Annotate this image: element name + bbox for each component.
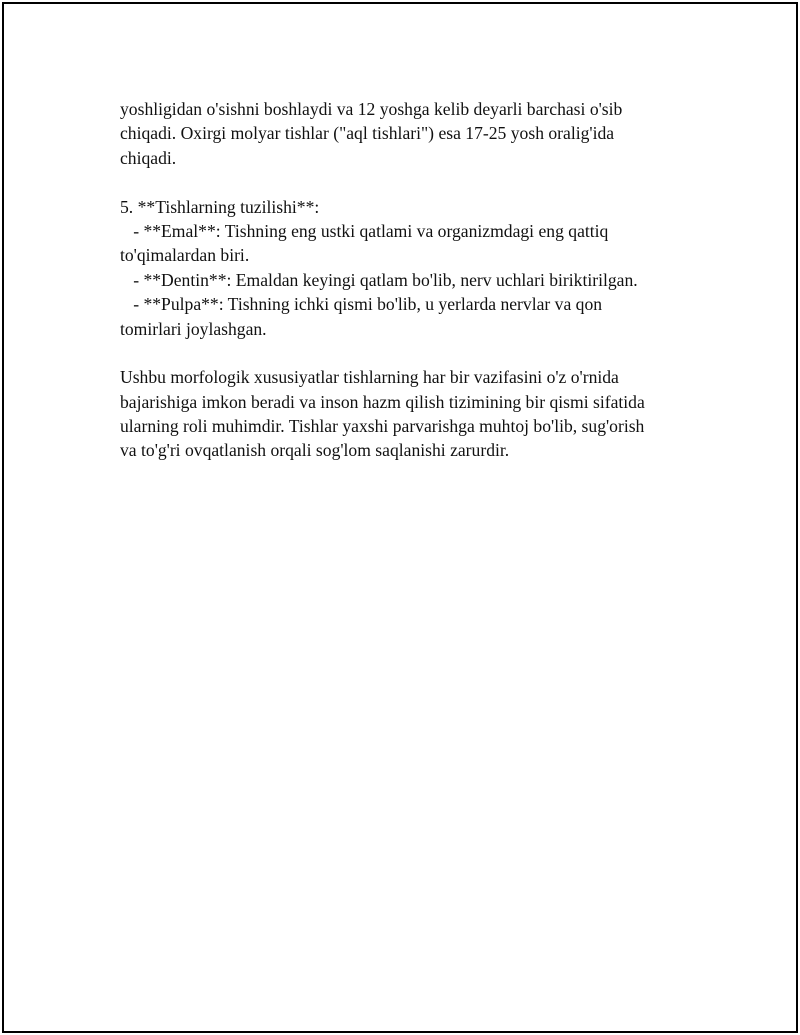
paragraph-spacer [120, 341, 700, 365]
document-body [120, 97, 700, 463]
text-line: yoshligidan o'sishni boshlaydi va 12 yoshga kelib deyarli barchasi o'sib [120, 99, 623, 119]
paragraph-section-5 [120, 195, 700, 341]
section-heading: 5. **Tishlarning tuzilishi**: [120, 196, 320, 217]
paragraph-intro-continuation [120, 97, 700, 170]
list-item-emal: - **Emal**: Tishning eng ustki qatlami va organizmdagi eng qattiq [120, 220, 609, 241]
text-line: Ushbu morfologik xususiyatlar tishlarning har bir vazifasini o'z o'rnida [120, 367, 619, 388]
list-item-emal-continued: to'qimalardan biri. [120, 245, 250, 266]
text-line: ularning roli muhimdir. Tishlar yaxshi parvarishga muhtoj bo'lib, sug'orish [120, 416, 645, 437]
text-line: va to'g'ri ovqatlanish orqali sog'lom saqlanishi zarurdir. [120, 440, 510, 461]
paragraph-conclusion [120, 365, 700, 463]
page-frame [2, 2, 798, 1033]
list-item-dentin: - **Dentin**: Emaldan keyingi qatlam bo'lib, nerv uchlari biriktirilgan. [120, 269, 638, 290]
text-line: chiqadi. Oxirgi molyar tishlar ("aql tishlari") esa 17-25 yosh oralig'ida [120, 123, 615, 144]
list-item-pulpa-continued: tomirlari joylashgan. [120, 318, 267, 339]
list-item-pulpa: - **Pulpa**: Tishning ichki qismi bo'lib, u yerlarda nervlar va qon [120, 294, 603, 315]
text-line: bajarishiga imkon beradi va inson hazm qilish tizimining bir qismi sifatida [120, 391, 645, 412]
paragraph-spacer [120, 170, 700, 194]
text-line: chiqadi. [120, 147, 177, 168]
